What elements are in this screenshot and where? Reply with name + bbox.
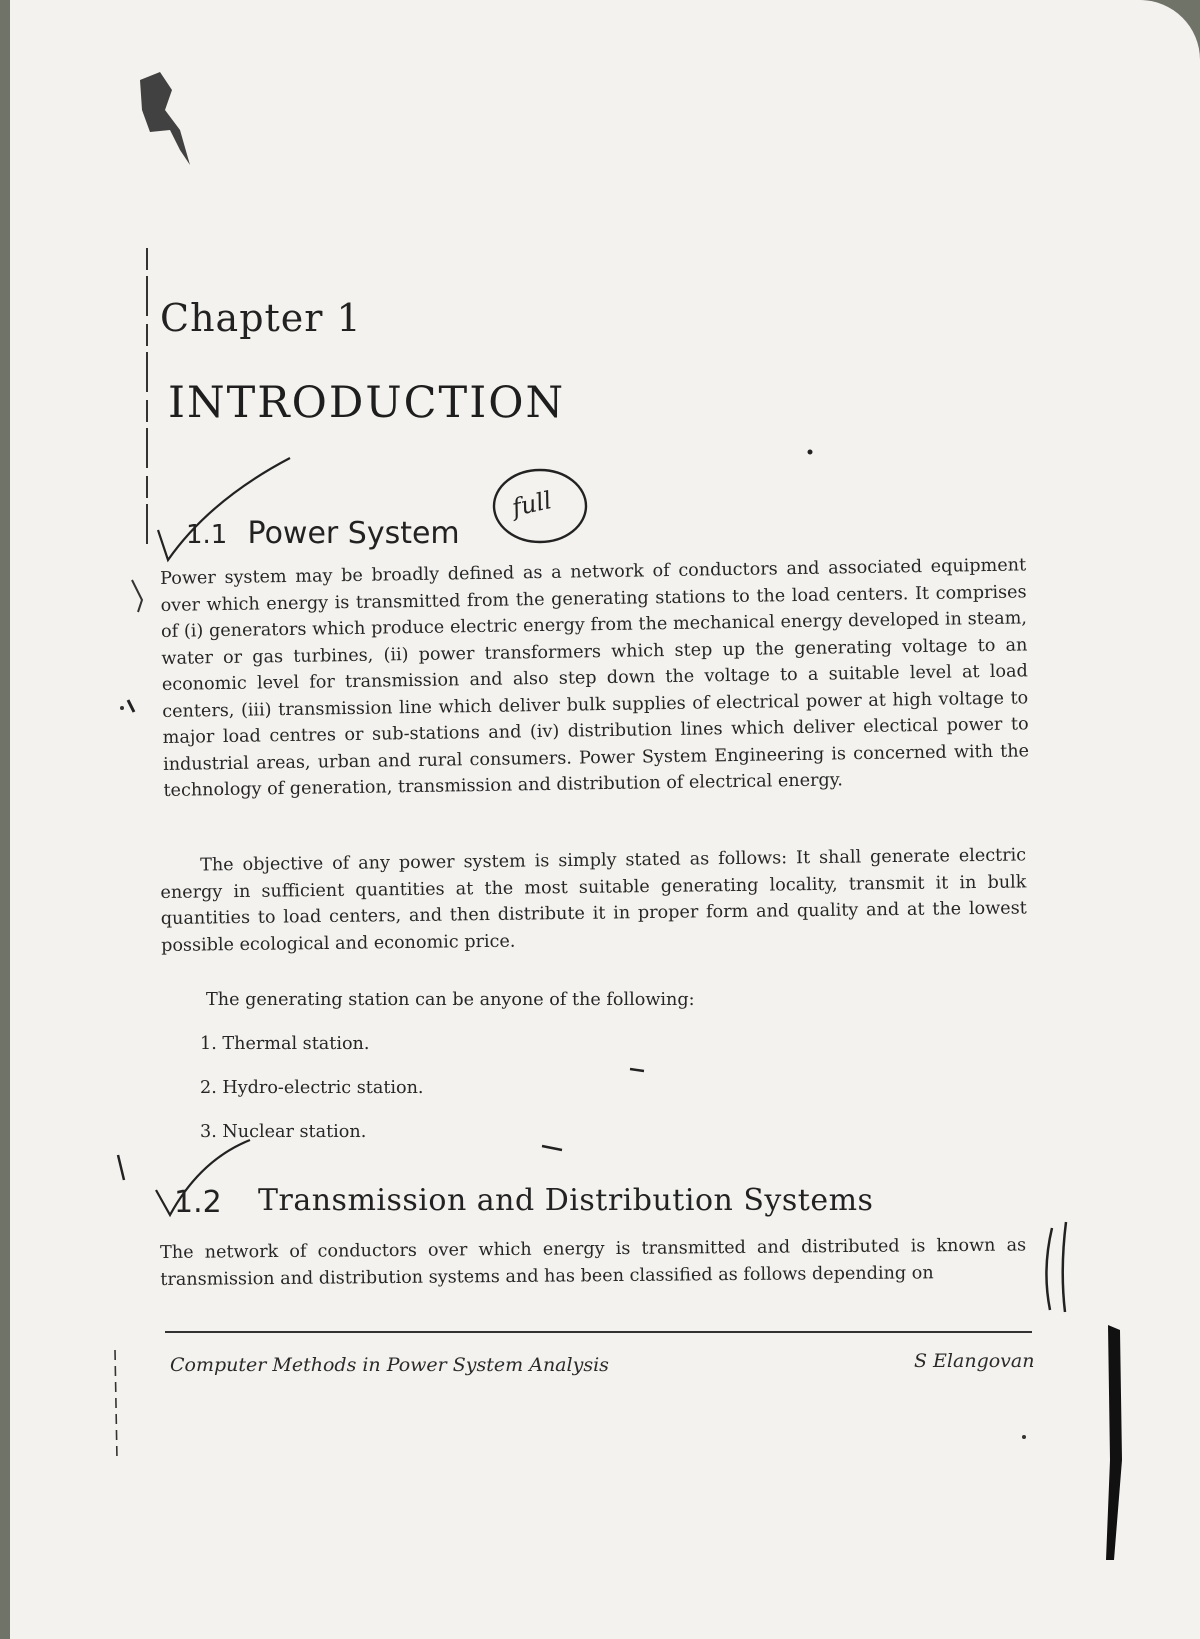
speck xyxy=(132,580,142,612)
speck xyxy=(115,1350,117,1460)
section-1-number: 1.1 xyxy=(186,520,228,550)
section-1-paragraph-3: The generating station can be anyone of the following: xyxy=(206,990,695,1010)
margin-stroke-right-2 xyxy=(1063,1222,1066,1312)
chapter-label: Chapter 1 xyxy=(160,296,362,340)
ink-blot-top-left xyxy=(140,72,190,165)
section-1-title: Power System xyxy=(247,516,460,551)
list-item: 1. Thermal station. xyxy=(200,1034,370,1054)
chapter-title: INTRODUCTION xyxy=(168,378,566,428)
list-item: 3. Nuclear station. xyxy=(200,1122,367,1142)
section-2-title: Transmission and Distribution Systems xyxy=(258,1183,874,1218)
section-1-paragraph-1: Power system may be broadly defined as a network of conductors and associated equipment over which energy is transmitted from the generating stations to the load centers. It comprises of (i) generators which produce electric energy from the mechanical energy developed in steam, water or gas turbines, (ii) power transformers which step up the generating voltage to an economic level for transmission and also step down the voltage to a suitable level at load centers, (iii) transmission line which deliver bulk supplies of electrical power at high voltage to major load centres or sub-stations and (iv) distribution lines which deliver electical power to industrial areas, urban and rural consumers. Power System Engineering is concerned with the technology of generation, transmission and distribution of electrical energy. xyxy=(160,555,1030,801)
margin-stroke-right-1 xyxy=(1046,1228,1052,1310)
footer-author: S Elangovan xyxy=(914,1350,1035,1372)
speck xyxy=(128,700,134,712)
speck xyxy=(630,1069,644,1071)
section-1-heading xyxy=(186,516,460,551)
scanned-page xyxy=(10,0,1200,1639)
footer-rule xyxy=(165,1331,1032,1333)
speck xyxy=(1022,1435,1026,1439)
binding-edge xyxy=(1106,1325,1122,1560)
section-1-paragraph-2: The objective of any power system is simply stated as follows: It shall generate electric energy in sufficient quantities at the most suitable generating locality, transmit it in bulk quantities to load centers, and then distribute it in proper form and quality and at the lowest possible ecological and economic price. xyxy=(160,845,1027,956)
speck xyxy=(808,450,813,455)
handwritten-annotation: full xyxy=(509,486,555,522)
speck xyxy=(120,706,124,710)
footer-book-title: Computer Methods in Power System Analysis xyxy=(170,1354,609,1376)
margin-annotations xyxy=(10,0,1200,1639)
speck xyxy=(118,1155,124,1180)
section-2-paragraph-1: The network of conductors over which energy is transmitted and distributed is known as transmission and distribution systems and has been classified as follows depending on xyxy=(160,1235,1027,1290)
list-item: 2. Hydro-electric station. xyxy=(200,1078,424,1098)
speck xyxy=(542,1146,562,1150)
section-2-number: 1.2 xyxy=(174,1185,222,1220)
